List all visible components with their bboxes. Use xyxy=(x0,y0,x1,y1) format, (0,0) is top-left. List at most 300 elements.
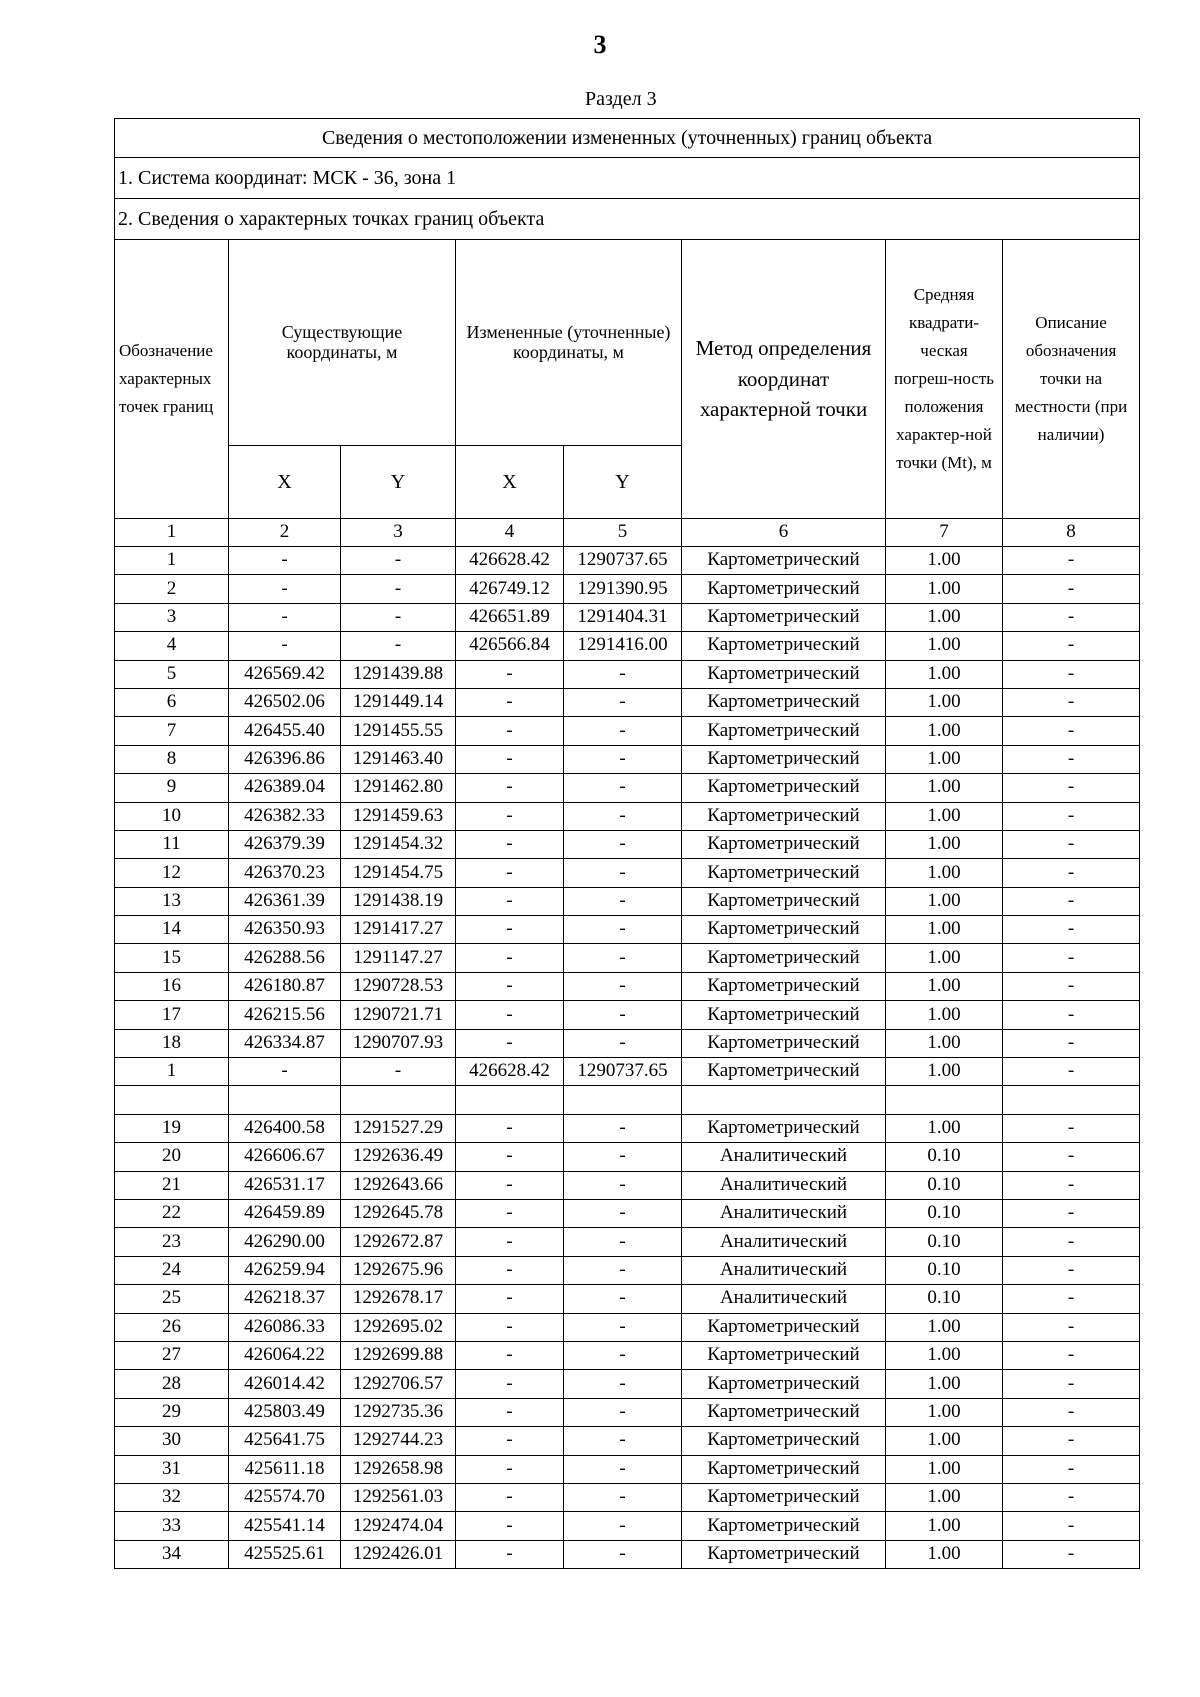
changed-x-cell: - xyxy=(456,1540,564,1568)
method-cell: Картометрический xyxy=(682,1427,886,1455)
point-designation-cell: 17 xyxy=(115,1001,229,1029)
existing-x-cell xyxy=(229,1086,341,1114)
table-row xyxy=(115,1199,1140,1227)
changed-x-cell: 426651.89 xyxy=(456,603,564,631)
method-cell: Картометрический xyxy=(682,1313,886,1341)
changed-y-cell: 1290737.65 xyxy=(564,547,682,575)
changed-x-cell: - xyxy=(456,717,564,745)
table-row xyxy=(115,802,1140,830)
method-cell: Аналитический xyxy=(682,1228,886,1256)
existing-y-cell: 1291449.14 xyxy=(341,688,456,716)
changed-x-cell: 426749.12 xyxy=(456,575,564,603)
existing-x-cell: 426290.00 xyxy=(229,1228,341,1256)
changed-y-cell: 1291390.95 xyxy=(564,575,682,603)
changed-x-cell: - xyxy=(456,1341,564,1369)
point-description-cell: - xyxy=(1003,1427,1140,1455)
point-description-cell: - xyxy=(1003,1114,1140,1142)
point-designation-cell: 34 xyxy=(115,1540,229,1568)
existing-x-cell: - xyxy=(229,575,341,603)
point-description-cell: - xyxy=(1003,859,1140,887)
table-row xyxy=(115,660,1140,688)
method-cell: Аналитический xyxy=(682,1199,886,1227)
existing-x-cell: 426180.87 xyxy=(229,972,341,1000)
changed-y-cell: 1291416.00 xyxy=(564,632,682,660)
method-cell: Картометрический xyxy=(682,688,886,716)
existing-y-cell: 1291147.27 xyxy=(341,944,456,972)
point-description-cell: - xyxy=(1003,830,1140,858)
existing-x-cell: 425803.49 xyxy=(229,1398,341,1426)
changed-y-cell: - xyxy=(564,774,682,802)
existing-y-cell: 1292426.01 xyxy=(341,1540,456,1568)
existing-y-cell: - xyxy=(341,547,456,575)
existing-y-cell: 1292678.17 xyxy=(341,1285,456,1313)
table-row xyxy=(115,1256,1140,1284)
point-description-cell: - xyxy=(1003,1341,1140,1369)
mean-square-error-cell: 1.00 xyxy=(886,802,1003,830)
mean-square-error-cell: 1.00 xyxy=(886,887,1003,915)
point-designation-cell: 32 xyxy=(115,1483,229,1511)
method-cell: Картометрический xyxy=(682,859,886,887)
changed-x-cell: - xyxy=(456,1483,564,1511)
existing-y-cell: 1292658.98 xyxy=(341,1455,456,1483)
point-description-cell: - xyxy=(1003,1199,1140,1227)
point-description-cell: - xyxy=(1003,745,1140,773)
point-designation-cell: 20 xyxy=(115,1143,229,1171)
coordinate-system: 1. Система координат: МСК - 36, зона 1 xyxy=(115,158,1140,199)
existing-x-cell: 426531.17 xyxy=(229,1171,341,1199)
changed-y-cell: - xyxy=(564,1285,682,1313)
existing-y-cell: 1291462.80 xyxy=(341,774,456,802)
mean-square-error-cell: 1.00 xyxy=(886,1427,1003,1455)
point-description-cell: - xyxy=(1003,1370,1140,1398)
mean-square-error-cell: 0.10 xyxy=(886,1199,1003,1227)
changed-y-cell: - xyxy=(564,830,682,858)
method-cell: Картометрический xyxy=(682,774,886,802)
table-row xyxy=(115,1285,1140,1313)
changed-y-cell: - xyxy=(564,1512,682,1540)
changed-x-cell: - xyxy=(456,1512,564,1540)
method-cell: Картометрический xyxy=(682,916,886,944)
mean-square-error-cell: 1.00 xyxy=(886,774,1003,802)
point-description-cell: - xyxy=(1003,688,1140,716)
changed-x-cell: - xyxy=(456,688,564,716)
existing-y-cell: 1290721.71 xyxy=(341,1001,456,1029)
point-description-cell xyxy=(1003,1086,1140,1114)
method-cell: Картометрический xyxy=(682,717,886,745)
method-cell: Картометрический xyxy=(682,1398,886,1426)
method-cell: Картометрический xyxy=(682,1455,886,1483)
header-existing-y: Y xyxy=(341,446,456,519)
changed-y-cell: - xyxy=(564,1171,682,1199)
changed-x-cell: - xyxy=(456,1313,564,1341)
changed-x-cell: - xyxy=(456,1256,564,1284)
mean-square-error-cell: 0.10 xyxy=(886,1143,1003,1171)
point-designation-cell: 24 xyxy=(115,1256,229,1284)
changed-x-cell: - xyxy=(456,1143,564,1171)
table-row xyxy=(115,632,1140,660)
header-changed-coordinates: Измененные (уточненные) координаты, м xyxy=(456,240,682,446)
header-changed-y: Y xyxy=(564,446,682,519)
table-row xyxy=(115,774,1140,802)
changed-x-cell: - xyxy=(456,916,564,944)
point-description-cell: - xyxy=(1003,1313,1140,1341)
table-row xyxy=(115,1398,1140,1426)
mean-square-error-cell: 1.00 xyxy=(886,1058,1003,1086)
existing-y-cell: 1290707.93 xyxy=(341,1029,456,1057)
point-description-cell: - xyxy=(1003,660,1140,688)
method-cell: Аналитический xyxy=(682,1256,886,1284)
table-row xyxy=(115,1455,1140,1483)
existing-x-cell: 426259.94 xyxy=(229,1256,341,1284)
existing-y-cell: 1292675.96 xyxy=(341,1256,456,1284)
method-cell: Аналитический xyxy=(682,1285,886,1313)
existing-x-cell: 425525.61 xyxy=(229,1540,341,1568)
changed-y-cell: - xyxy=(564,688,682,716)
method-cell: Картометрический xyxy=(682,1058,886,1086)
changed-x-cell: - xyxy=(456,1455,564,1483)
point-designation-cell: 5 xyxy=(115,660,229,688)
changed-x-cell: - xyxy=(456,1228,564,1256)
points-info-heading: 2. Сведения о характерных точках границ объекта xyxy=(115,199,1140,240)
point-designation-cell: 22 xyxy=(115,1199,229,1227)
existing-x-cell: 426218.37 xyxy=(229,1285,341,1313)
changed-y-cell: - xyxy=(564,1313,682,1341)
point-designation-cell: 1 xyxy=(115,547,229,575)
mean-square-error-cell: 1.00 xyxy=(886,688,1003,716)
changed-y-cell xyxy=(564,1086,682,1114)
header-description: Описание обозначения точки на местности (при наличии) xyxy=(1003,240,1140,519)
method-cell: Картометрический xyxy=(682,802,886,830)
table-row xyxy=(115,688,1140,716)
header-existing-coordinates: Существующие координаты, м xyxy=(229,240,456,446)
mean-square-error-cell: 0.10 xyxy=(886,1228,1003,1256)
mean-square-error-cell: 1.00 xyxy=(886,1455,1003,1483)
mean-square-error-cell: 1.00 xyxy=(886,660,1003,688)
existing-y-cell: 1291463.40 xyxy=(341,745,456,773)
point-description-cell: - xyxy=(1003,575,1140,603)
column-number-row xyxy=(115,519,1140,547)
changed-x-cell: - xyxy=(456,1199,564,1227)
table-row xyxy=(115,972,1140,1000)
changed-x-cell: - xyxy=(456,887,564,915)
changed-x-cell: - xyxy=(456,944,564,972)
existing-x-cell: 426379.39 xyxy=(229,830,341,858)
changed-y-cell: - xyxy=(564,745,682,773)
mean-square-error-cell: 1.00 xyxy=(886,1512,1003,1540)
point-description-cell: - xyxy=(1003,972,1140,1000)
changed-x-cell: - xyxy=(456,802,564,830)
column-number: 3 xyxy=(341,519,456,547)
changed-y-cell: - xyxy=(564,1483,682,1511)
changed-x-cell: - xyxy=(456,972,564,1000)
existing-y-cell: 1291527.29 xyxy=(341,1114,456,1142)
column-number: 6 xyxy=(682,519,886,547)
method-cell: Аналитический xyxy=(682,1143,886,1171)
existing-y-cell: 1290728.53 xyxy=(341,972,456,1000)
mean-square-error-cell: 1.00 xyxy=(886,575,1003,603)
mean-square-error-cell: 1.00 xyxy=(886,1029,1003,1057)
changed-x-cell: - xyxy=(456,830,564,858)
existing-y-cell: 1292636.49 xyxy=(341,1143,456,1171)
changed-x-cell: 426566.84 xyxy=(456,632,564,660)
changed-x-cell xyxy=(456,1086,564,1114)
mean-square-error-cell: 1.00 xyxy=(886,859,1003,887)
point-designation-cell: 19 xyxy=(115,1114,229,1142)
method-cell: Картометрический xyxy=(682,887,886,915)
changed-y-cell: - xyxy=(564,972,682,1000)
method-cell: Картометрический xyxy=(682,575,886,603)
existing-x-cell: 425641.75 xyxy=(229,1427,341,1455)
point-designation-cell: 27 xyxy=(115,1341,229,1369)
existing-y-cell: - xyxy=(341,632,456,660)
method-cell: Картометрический xyxy=(682,603,886,631)
changed-x-cell: - xyxy=(456,1029,564,1057)
changed-y-cell: - xyxy=(564,1228,682,1256)
column-number: 7 xyxy=(886,519,1003,547)
point-description-cell: - xyxy=(1003,717,1140,745)
existing-y-cell: 1292474.04 xyxy=(341,1512,456,1540)
mean-square-error-cell: 0.10 xyxy=(886,1256,1003,1284)
point-designation-cell: 28 xyxy=(115,1370,229,1398)
mean-square-error-cell: 1.00 xyxy=(886,1341,1003,1369)
point-designation-cell: 30 xyxy=(115,1427,229,1455)
existing-y-cell: - xyxy=(341,575,456,603)
existing-x-cell: 425611.18 xyxy=(229,1455,341,1483)
point-designation-cell xyxy=(115,1086,229,1114)
existing-y-cell: 1292672.87 xyxy=(341,1228,456,1256)
point-designation-cell: 29 xyxy=(115,1398,229,1426)
point-description-cell: - xyxy=(1003,547,1140,575)
mean-square-error-cell: 1.00 xyxy=(886,1114,1003,1142)
changed-x-cell: - xyxy=(456,859,564,887)
existing-x-cell: 426350.93 xyxy=(229,916,341,944)
existing-x-cell: 426014.42 xyxy=(229,1370,341,1398)
method-cell: Картометрический xyxy=(682,632,886,660)
point-description-cell: - xyxy=(1003,1143,1140,1171)
header-designation: Обозначение характерных точек границ xyxy=(115,240,229,519)
point-designation-cell: 23 xyxy=(115,1228,229,1256)
header-method: Метод определения координат характерной точки xyxy=(682,240,886,519)
point-designation-cell: 4 xyxy=(115,632,229,660)
point-designation-cell: 1 xyxy=(115,1058,229,1086)
table-row xyxy=(115,1427,1140,1455)
mean-square-error-cell: 1.00 xyxy=(886,1398,1003,1426)
existing-x-cell: 426459.89 xyxy=(229,1199,341,1227)
point-description-cell: - xyxy=(1003,1398,1140,1426)
table-row xyxy=(115,1313,1140,1341)
table-row xyxy=(115,1171,1140,1199)
existing-x-cell: 426361.39 xyxy=(229,887,341,915)
point-description-cell: - xyxy=(1003,1256,1140,1284)
header-error: Средняя квадрати-ческая погреш-ность положения характер-ной точки (Mt), м xyxy=(886,240,1003,519)
existing-x-cell: 425574.70 xyxy=(229,1483,341,1511)
mean-square-error-cell: 0.10 xyxy=(886,1171,1003,1199)
table-title: Сведения о местоположении измененных (уточненных) границ объекта xyxy=(115,119,1140,158)
existing-y-cell xyxy=(341,1086,456,1114)
header-changed-x: X xyxy=(456,446,564,519)
changed-y-cell: - xyxy=(564,1114,682,1142)
table-row xyxy=(115,1086,1140,1114)
method-cell: Картометрический xyxy=(682,944,886,972)
existing-y-cell: 1292695.02 xyxy=(341,1313,456,1341)
changed-y-cell: - xyxy=(564,717,682,745)
changed-x-cell: - xyxy=(456,774,564,802)
point-description-cell: - xyxy=(1003,944,1140,972)
changed-y-cell: - xyxy=(564,916,682,944)
table-row xyxy=(115,859,1140,887)
existing-y-cell: 1291454.32 xyxy=(341,830,456,858)
method-cell: Картометрический xyxy=(682,1001,886,1029)
boundary-points-table xyxy=(114,118,1140,1569)
point-description-cell: - xyxy=(1003,802,1140,830)
existing-x-cell: 426400.58 xyxy=(229,1114,341,1142)
header-existing-x: X xyxy=(229,446,341,519)
table-row xyxy=(115,1143,1140,1171)
method-cell: Картометрический xyxy=(682,1114,886,1142)
existing-x-cell: 426370.23 xyxy=(229,859,341,887)
changed-y-cell: - xyxy=(564,1199,682,1227)
existing-y-cell: 1292699.88 xyxy=(341,1341,456,1369)
method-cell xyxy=(682,1086,886,1114)
table-row xyxy=(115,1370,1140,1398)
point-description-cell: - xyxy=(1003,1455,1140,1483)
method-cell: Картометрический xyxy=(682,972,886,1000)
existing-x-cell: 426606.67 xyxy=(229,1143,341,1171)
table-row xyxy=(115,1341,1140,1369)
changed-y-cell: - xyxy=(564,660,682,688)
existing-x-cell: 426396.86 xyxy=(229,745,341,773)
existing-x-cell: 425541.14 xyxy=(229,1512,341,1540)
mean-square-error-cell: 1.00 xyxy=(886,745,1003,773)
point-description-cell: - xyxy=(1003,1483,1140,1511)
point-designation-cell: 2 xyxy=(115,575,229,603)
table-row xyxy=(115,887,1140,915)
existing-x-cell: - xyxy=(229,603,341,631)
changed-y-cell: - xyxy=(564,1341,682,1369)
table-row xyxy=(115,944,1140,972)
point-designation-cell: 7 xyxy=(115,717,229,745)
method-cell: Картометрический xyxy=(682,660,886,688)
existing-x-cell: - xyxy=(229,632,341,660)
changed-x-cell: - xyxy=(456,745,564,773)
method-cell: Аналитический xyxy=(682,1171,886,1199)
point-description-cell: - xyxy=(1003,1228,1140,1256)
point-description-cell: - xyxy=(1003,1058,1140,1086)
point-designation-cell: 31 xyxy=(115,1455,229,1483)
mean-square-error-cell: 1.00 xyxy=(886,1370,1003,1398)
table-row xyxy=(115,1540,1140,1568)
column-number: 4 xyxy=(456,519,564,547)
existing-y-cell: 1291454.75 xyxy=(341,859,456,887)
existing-x-cell: 426215.56 xyxy=(229,1001,341,1029)
point-designation-cell: 16 xyxy=(115,972,229,1000)
point-description-cell: - xyxy=(1003,887,1140,915)
point-designation-cell: 3 xyxy=(115,603,229,631)
table-row xyxy=(115,717,1140,745)
table-row xyxy=(115,916,1140,944)
mean-square-error-cell: 1.00 xyxy=(886,632,1003,660)
point-description-cell: - xyxy=(1003,1029,1140,1057)
point-description-cell: - xyxy=(1003,774,1140,802)
changed-x-cell: 426628.42 xyxy=(456,547,564,575)
point-description-cell: - xyxy=(1003,916,1140,944)
column-number: 8 xyxy=(1003,519,1140,547)
point-designation-cell: 15 xyxy=(115,944,229,972)
changed-y-cell: - xyxy=(564,802,682,830)
existing-y-cell: - xyxy=(341,1058,456,1086)
point-description-cell: - xyxy=(1003,603,1140,631)
point-designation-cell: 6 xyxy=(115,688,229,716)
mean-square-error-cell: 1.00 xyxy=(886,547,1003,575)
point-description-cell: - xyxy=(1003,1285,1140,1313)
mean-square-error-cell: 0.10 xyxy=(886,1285,1003,1313)
changed-y-cell: - xyxy=(564,1427,682,1455)
existing-y-cell: 1292643.66 xyxy=(341,1171,456,1199)
mean-square-error-cell: 1.00 xyxy=(886,1540,1003,1568)
changed-x-cell: - xyxy=(456,660,564,688)
existing-y-cell: 1292706.57 xyxy=(341,1370,456,1398)
mean-square-error-cell: 1.00 xyxy=(886,972,1003,1000)
changed-y-cell: - xyxy=(564,944,682,972)
existing-x-cell: - xyxy=(229,547,341,575)
changed-y-cell: - xyxy=(564,1029,682,1057)
changed-y-cell: - xyxy=(564,1256,682,1284)
existing-y-cell: 1291439.88 xyxy=(341,660,456,688)
existing-x-cell: 426389.04 xyxy=(229,774,341,802)
existing-y-cell: 1291459.63 xyxy=(341,802,456,830)
changed-y-cell: - xyxy=(564,1001,682,1029)
existing-x-cell: 426455.40 xyxy=(229,717,341,745)
existing-x-cell: 426086.33 xyxy=(229,1313,341,1341)
changed-y-cell: - xyxy=(564,1540,682,1568)
mean-square-error-cell: 1.00 xyxy=(886,916,1003,944)
changed-x-cell: 426628.42 xyxy=(456,1058,564,1086)
point-description-cell: - xyxy=(1003,632,1140,660)
point-designation-cell: 14 xyxy=(115,916,229,944)
method-cell: Картометрический xyxy=(682,1341,886,1369)
mean-square-error-cell: 1.00 xyxy=(886,717,1003,745)
method-cell: Картометрический xyxy=(682,830,886,858)
changed-y-cell: - xyxy=(564,1398,682,1426)
changed-y-cell: 1290737.65 xyxy=(564,1058,682,1086)
existing-x-cell: 426569.42 xyxy=(229,660,341,688)
table-row xyxy=(115,1483,1140,1511)
changed-x-cell: - xyxy=(456,1285,564,1313)
point-designation-cell: 18 xyxy=(115,1029,229,1057)
section-label: Раздел 3 xyxy=(585,88,657,110)
mean-square-error-cell xyxy=(886,1086,1003,1114)
changed-y-cell: - xyxy=(564,1455,682,1483)
existing-y-cell: - xyxy=(341,603,456,631)
existing-y-cell: 1291455.55 xyxy=(341,717,456,745)
table-row xyxy=(115,575,1140,603)
existing-y-cell: 1291417.27 xyxy=(341,916,456,944)
table-body xyxy=(115,547,1140,1569)
existing-y-cell: 1291438.19 xyxy=(341,887,456,915)
changed-y-cell: 1291404.31 xyxy=(564,603,682,631)
existing-y-cell: 1292735.36 xyxy=(341,1398,456,1426)
table-row xyxy=(115,603,1140,631)
table-row xyxy=(115,1029,1140,1057)
point-designation-cell: 21 xyxy=(115,1171,229,1199)
column-number: 1 xyxy=(115,519,229,547)
existing-x-cell: 426288.56 xyxy=(229,944,341,972)
point-designation-cell: 25 xyxy=(115,1285,229,1313)
existing-x-cell: - xyxy=(229,1058,341,1086)
method-cell: Картометрический xyxy=(682,547,886,575)
point-designation-cell: 12 xyxy=(115,859,229,887)
method-cell: Картометрический xyxy=(682,1029,886,1057)
